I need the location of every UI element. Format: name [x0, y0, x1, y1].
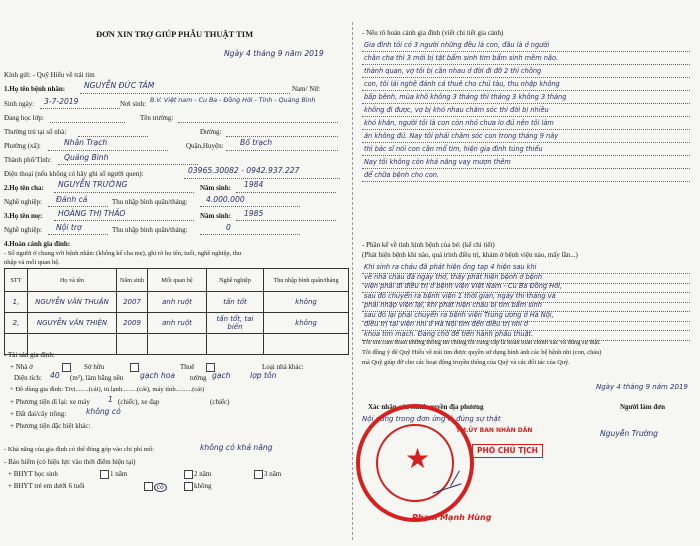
reason-rule	[362, 64, 690, 65]
applicant-heading: Người làm đơn	[620, 403, 666, 411]
own-label: Sở hữu	[84, 363, 105, 371]
commitment-1: Tôi xin cam đoan những thông tin chúng tôi cung cấp là hoàn toàn chính xác và đúng sự thật.	[362, 339, 601, 346]
address-line	[78, 136, 148, 137]
father-year-line	[236, 192, 336, 193]
col-name: Họ và tên	[28, 269, 117, 292]
authority-note: Nội dung trong đơn ứng là đúng sự thật	[362, 415, 501, 423]
reason-rule	[362, 129, 690, 130]
street-line	[226, 136, 338, 137]
phone-label: Điện thoại (nếu không có hãy ghi số người quen):	[4, 170, 144, 178]
form-title: ĐƠN XIN TRỢ GIÚP PHẪU THUẬT TIM	[96, 29, 254, 39]
opt1-checkbox[interactable]	[100, 470, 109, 479]
dob-label: Sinh ngày:	[4, 100, 35, 108]
school-name-label: Tên trường:	[140, 114, 174, 122]
row1-income: không	[264, 292, 349, 313]
wall-value: gạch	[212, 371, 231, 380]
row2-stt: 2,	[5, 313, 28, 334]
row2-job: tấn tốt, tai biến	[207, 313, 264, 334]
table-row	[5, 313, 349, 334]
father-income-line	[200, 206, 300, 207]
insurance-student: + BHYT học sinh	[8, 470, 58, 478]
row1-year: 2007	[117, 292, 148, 313]
table-header-row	[5, 269, 349, 292]
mother-name: HOÀNG THỊ THẢO	[58, 209, 126, 218]
district-label: Quận,Huyện:	[186, 142, 224, 150]
medical-subheading: (Phát hiện bệnh khi nào, quá trình điều trị, khám ở bệnh viện nào, mấy lần...)	[362, 251, 578, 259]
row1-name: NGUYỄN VĂN THUẬN	[28, 292, 117, 313]
star-icon: ★	[405, 444, 431, 475]
ward-label: Phường (xã):	[4, 142, 41, 150]
official-name: Phạm Mạnh Hùng	[412, 513, 492, 522]
applicant-signature: Nguyễn Trường	[600, 429, 658, 438]
commitment-2: Tôi đồng ý để Quỹ Hiểu về trái tim được quyền sử dụng hình ảnh các bệ bệnh nhi (con, cháu)	[362, 349, 602, 356]
mother-income-line	[200, 234, 300, 235]
none-checkbox[interactable]	[184, 482, 193, 491]
medical-line: sau đó lại phải chuyển ra bệnh viện Trung ương ở Hà Nội,	[364, 310, 554, 319]
birthplace-label: Nơi sinh:	[120, 100, 147, 108]
col-job: Nghề nghiệp	[207, 269, 264, 292]
father-job: Đánh cá	[56, 195, 88, 204]
father-job-line	[48, 206, 108, 207]
dob-line	[40, 108, 120, 109]
city-line	[58, 164, 198, 165]
reason-rule	[362, 116, 690, 117]
medical-heading: - Phần kể về tình hình bệnh của bé: (kể chi tiết)	[362, 241, 495, 249]
patient-name-line	[80, 93, 290, 94]
table-row	[5, 292, 349, 313]
wall-label: tường	[190, 374, 207, 382]
row1-job: tấn tốt	[207, 292, 264, 313]
vehicle-mid: (chiếc), xe đạp	[118, 398, 160, 406]
medical-line: Khi sinh ra cháu đã phát hiện ống tạp 4 hiện sau khi	[364, 263, 537, 271]
appliances-line: + Đồ dùng gia đình: Tivi........(cái), tủ lạnh.........(cái), máy tính..........(cái)	[10, 386, 205, 393]
row2-year: 2009	[117, 313, 148, 334]
mother-year-line	[236, 220, 336, 221]
reason-heading: - Nêu rõ hoàn cảnh gia đình (viết chi tiết gia cảnh)	[362, 29, 504, 37]
father-year: 1984	[244, 180, 264, 189]
house-label: + Nhà ở	[10, 363, 33, 371]
own-checkbox[interactable]	[62, 363, 71, 372]
opt1-label: 1 năm	[110, 470, 128, 478]
school-line	[50, 122, 125, 123]
row2-name: NGUYỄN VĂN THIỆN	[28, 313, 117, 334]
medical-line: khoa tim mạch. Đang chờ để tiến hành phẫu thuật.	[364, 329, 534, 338]
mother-name-line	[54, 220, 194, 221]
family-note-1: - Số người ở chung với bệnh nhân: (không kể cha mẹ), ghi rõ họ tên, tuổi, nghề nghiệp, thu	[4, 250, 242, 257]
vehicle-tail: (chiếc)	[210, 398, 230, 406]
column-divider	[352, 22, 353, 540]
family-heading: 4.Hoàn cảnh gia đình:	[4, 240, 71, 248]
col-stt: STT	[5, 269, 28, 292]
father-job-label: Nghề nghiệp:	[4, 198, 42, 206]
mother-income-label: Thu nhập bình quân/tháng:	[112, 226, 188, 234]
reason-rule	[362, 77, 690, 78]
stamp-title: TM.ỦY BAN NHÂN DÂN	[456, 427, 533, 434]
reason-rule	[362, 155, 690, 156]
sign-date: Ngày 4 tháng 9 năm 2019	[596, 383, 688, 391]
col-year: Năm sinh	[117, 269, 148, 292]
medical-line: phải nhập viện lại, khi phát hiện cháu bị tim bẩm sinh	[364, 301, 542, 309]
stamp-role: PHÓ CHỦ TỊCH	[472, 444, 543, 458]
mother-year: 1985	[244, 209, 264, 218]
reason-line: con, tôi lái nghề đánh cá thuê cho chủ tàu, thu nhập không	[364, 80, 560, 88]
vehicle-count: 1	[108, 395, 113, 404]
household-table	[4, 268, 349, 355]
reason-line: bấp bênh, mùa khô không 3 tháng thì tháng 3 không 3 tháng	[364, 93, 567, 101]
phone-value: 03965.30082 - 0942.937.227	[188, 166, 300, 175]
reason-line: ăn không đủ. Nay tôi phải chăm sóc con trong tháng 9 này	[364, 132, 559, 140]
authority-heading: Xác nhận của chính quyền địa phương	[368, 403, 484, 411]
mother-job-label: Nghề nghiệp:	[4, 226, 42, 234]
mother-job: Nội trợ	[56, 223, 82, 232]
opt2-label: 2 năm	[194, 470, 212, 478]
support-label: - Khả năng của gia đình có thể đóng góp vào chi phí mổ:	[4, 446, 154, 453]
reason-line: thì bác sĩ nói con cần mổ tim, hiện gia đình túng thiếu	[364, 145, 543, 153]
reason-line: thành quan, vợ tôi bị cần nhau ở đời đi đỡ 2 thì chồng	[364, 67, 542, 75]
land-value: không có	[86, 407, 121, 416]
reason-rule	[362, 90, 690, 91]
father-year-label: Năm sinh:	[200, 184, 231, 192]
support-value: không có khả năng	[200, 443, 273, 452]
has-checkbox[interactable]	[144, 482, 153, 491]
reason-line: chân cha thì 3 mới bị tật bẩm sinh tim bẩm sinh mềm não.	[364, 54, 559, 62]
ward-line	[48, 150, 168, 151]
patient-heading: 1.Họ tên bệnh nhân:	[4, 85, 66, 93]
father-income: 4.000.000	[206, 195, 245, 204]
row2-income: không	[264, 313, 349, 334]
address-label: Thường trú tại số nhà:	[4, 128, 67, 136]
area-tail: (m²), làm bằng nền	[70, 374, 124, 382]
other-house-label: Loại nhà khác:	[262, 363, 304, 371]
family-note-2: nhập và mối quan hệ.	[4, 259, 60, 266]
opt3-label: 3 năm	[264, 470, 282, 478]
mother-income: 0	[226, 223, 231, 232]
commitment-3: mà Quỹ giúp đỡ cho các hoạt động truyền thông của Quỹ và các đối tác của Quỹ.	[362, 359, 570, 366]
street-label: Đường:	[200, 128, 222, 136]
phone-line	[184, 178, 340, 179]
reason-line: Nay tôi không còn khả năng vay mượn thêm	[364, 158, 511, 166]
recipient-line: Kính gửi: - Quỹ Hiểu về trái tim	[4, 71, 95, 79]
father-income-label: Thu nhập bình quân/tháng:	[112, 198, 188, 206]
col-income: Thu nhập bình quân/tháng	[264, 269, 349, 292]
special-label: + Phương tiện đặc biệt khác:	[10, 422, 91, 430]
has-label: có	[154, 483, 167, 492]
medical-line: điều trị tại viện nhi ở Hà Nội tim đến điều trị nhi ở	[364, 320, 528, 328]
reason-line: khó khăn, người tôi là con còn nhỏ chưa lo đủ nên tôi làm	[364, 119, 554, 127]
school-label: Đang học lớp:	[4, 114, 44, 122]
insurance-label: - Bảo hiểm (có hiệu lực vào thời điểm hiện tại)	[4, 458, 136, 466]
mother-job-line	[48, 234, 108, 235]
opt3-checkbox[interactable]	[254, 470, 263, 479]
table-row	[5, 334, 349, 355]
medical-line: về nhà cháu đã ngày thở, thấy phát hiện bệnh ở bệnh	[364, 272, 543, 281]
district-value: Bố trạch	[240, 138, 273, 147]
rent-label: Thuê	[180, 363, 195, 371]
city-label: Thành phố/Tỉnh:	[4, 156, 52, 164]
mother-year-label: Năm sinh:	[200, 212, 231, 220]
insurance-child: + BHYT trẻ em dưới 6 tuổi	[8, 482, 85, 490]
row1-stt: 1,	[5, 292, 28, 313]
medical-line: sau đó chuyển ra bệnh viện 1 thời gian, ngày thì tháng và	[364, 291, 556, 300]
reason-line: không đi được, vợ bị khó nhau chăm sóc thì đời bị nhiều	[364, 106, 549, 114]
official-seal	[356, 404, 474, 522]
father-name-line	[54, 192, 194, 193]
mother-label: 3.Họ tên mẹ:	[4, 212, 43, 220]
school-name-line	[178, 122, 338, 123]
reason-line: Gia đình tôi có 3 người những đều là con, đầu là ở người	[364, 41, 550, 49]
roof-value: lợp tôn	[250, 371, 277, 380]
reason-rule	[362, 181, 690, 182]
form-date: Ngày 4 tháng 9 năm 2019	[224, 49, 324, 58]
none-label: không	[194, 482, 212, 490]
opt2-checkbox[interactable]	[184, 470, 193, 479]
row2-relation: anh ruột	[148, 313, 207, 334]
father-label: 2.Họ tên cha:	[4, 184, 44, 192]
vehicle-label: + Phương tiện đi lại: xe máy	[10, 398, 90, 406]
dob-value: 3-7-2019	[44, 97, 79, 106]
patient-name: NGUYỄN ĐỨC TÂM	[84, 81, 155, 90]
assets-heading: - Tài sản gia đình:	[4, 351, 55, 359]
birthplace-value: B.V. Việt nam - Cu Ba - Đồng Hới - Tỉnh - Quảng Bình	[150, 97, 316, 104]
reason-rule	[362, 51, 690, 52]
land-label: + Đất đai/cây trồng:	[10, 410, 67, 418]
medical-line: viện phải đi điều trị ở bệnh viện Việt Nam - Cu Ba Đồng Hới,	[364, 282, 563, 290]
area-label: Diện tích:	[14, 374, 42, 382]
reason-rule	[362, 142, 690, 143]
reason-line: để chữa bệnh cho con.	[364, 171, 440, 179]
reason-rule	[362, 103, 690, 104]
district-line	[226, 150, 338, 151]
father-name: NGUYỄN TRƯỜNG	[58, 180, 128, 189]
gender-label: Nam/ Nữ:	[292, 85, 321, 93]
city-value: Quảng Bình	[64, 153, 109, 162]
area-value: 40	[50, 371, 60, 380]
floor-value: gạch hoa	[140, 371, 175, 380]
reason-rule	[362, 168, 690, 169]
col-relation: Mối quan hệ	[148, 269, 207, 292]
rent-checkbox[interactable]	[130, 363, 139, 372]
ward-value: Nhân Trạch	[64, 138, 108, 147]
row1-relation: anh ruột	[148, 292, 207, 313]
